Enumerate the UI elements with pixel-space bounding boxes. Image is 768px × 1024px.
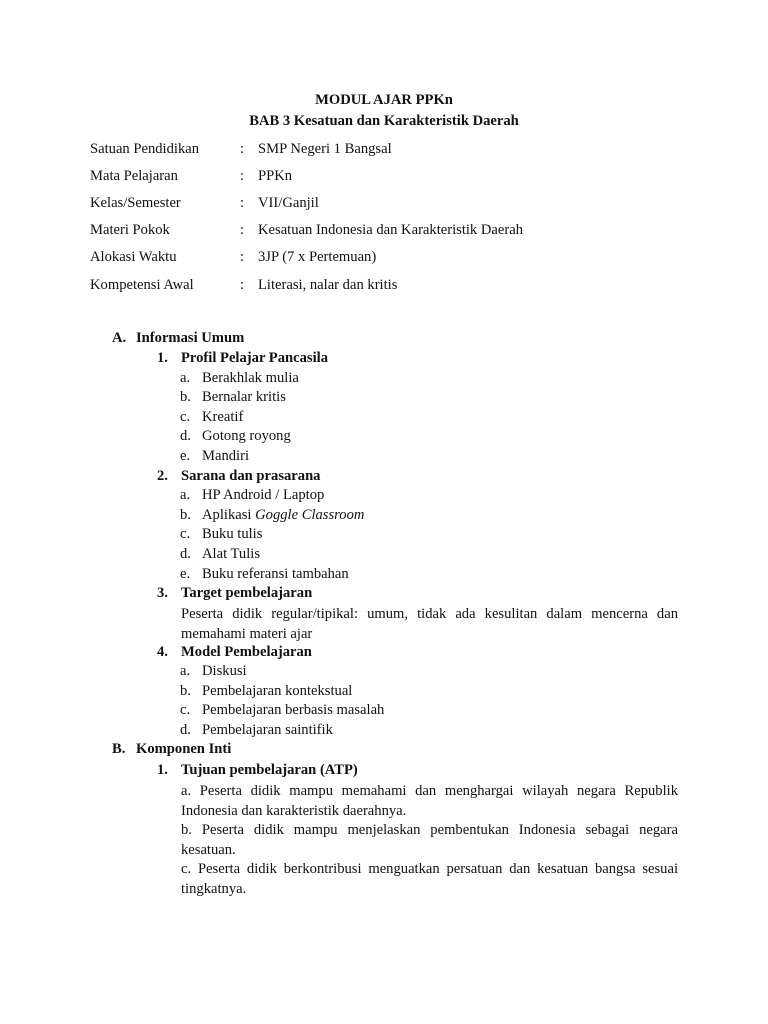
item-text: Bernalar kritis [202, 389, 286, 405]
item-marker: c. [180, 409, 191, 425]
item-text: Kreatif [202, 409, 244, 425]
list-item [180, 370, 299, 387]
subsection-title: Tujuan pembelajaran (ATP) [181, 762, 358, 778]
item-text: Gotong royong [202, 428, 291, 444]
subsection-title: Sarana dan prasarana [181, 468, 321, 484]
identity-label: Mata Pelajaran [90, 168, 178, 184]
item-marker: d. [180, 428, 191, 444]
list-item [180, 448, 249, 465]
identity-label: Kelas/Semester [90, 195, 181, 211]
paragraph-line: Peserta didik regular/tipikal: umum, tidak ada kesulitan dalam mencerna dan [181, 606, 678, 622]
item-marker: b. [180, 389, 191, 405]
subsection-marker: 4. [157, 644, 168, 660]
identity-colon: : [240, 222, 245, 238]
subsection-marker: 1. [157, 350, 168, 366]
subsection-profil-pelajar-pancasila [157, 350, 328, 367]
item-marker: c. [180, 702, 191, 718]
identity-label: Satuan Pendidikan [90, 141, 200, 157]
list-item [180, 663, 247, 680]
list-item [180, 507, 364, 524]
paragraph-line: b. Peserta didik mampu menjelaskan pembentukan Indonesia sebagai negara [181, 822, 678, 838]
section-a-heading [112, 330, 244, 347]
subsection-marker: 1. [157, 762, 168, 778]
section-marker: A. [112, 330, 127, 346]
identity-label: Alokasi Waktu [90, 249, 177, 265]
paragraph-line: Indonesia dan karakteristik daerahnya. [181, 803, 407, 819]
list-item [180, 409, 243, 426]
item-marker: b. [180, 507, 191, 523]
paragraph-line: kesatuan. [181, 842, 236, 858]
subsection-model-pembelajaran [157, 644, 312, 661]
list-item [180, 546, 260, 563]
list-item [180, 487, 324, 504]
item-marker: b. [180, 683, 191, 699]
item-marker: a. [180, 370, 191, 386]
item-marker: d. [180, 546, 191, 562]
list-item [180, 722, 333, 739]
identity-colon: : [240, 249, 245, 265]
item-text: HP Android / Laptop [202, 487, 325, 503]
document-title: MODUL AJAR PPKn [315, 92, 453, 108]
identity-colon: : [240, 277, 245, 293]
item-marker: c. [180, 526, 191, 542]
list-item [180, 566, 349, 583]
item-text: Berakhlak mulia [202, 370, 299, 386]
paragraph-tujuan-c [181, 859, 678, 919]
identity-colon: : [240, 195, 245, 211]
identity-colon: : [240, 168, 245, 184]
subsection-title: Target pembelajaran [181, 585, 313, 601]
list-item [180, 389, 286, 406]
subsection-tujuan-pembelajaran [157, 762, 358, 779]
identity-value: Kesatuan Indonesia dan Karakteristik Daerah [258, 222, 524, 238]
item-text: Pembelajaran saintifik [202, 722, 333, 738]
identity-value: SMP Negeri 1 Bangsal [258, 141, 392, 157]
paragraph-line: memahami materi ajar [181, 626, 313, 642]
list-item [180, 702, 384, 719]
section-title: Komponen Inti [136, 741, 232, 757]
paragraph-line: a. Peserta didik mampu memahami dan menghargai wilayah negara Republik [181, 783, 678, 799]
identity-value: Literasi, nalar dan kritis [258, 277, 398, 293]
paragraph-line: tingkatnya. [181, 881, 247, 897]
section-marker: B. [112, 741, 126, 757]
identity-label: Materi Pokok [90, 222, 170, 238]
item-text: Buku tulis [202, 526, 263, 542]
item-text: Pembelajaran kontekstual [202, 683, 353, 699]
subsection-marker: 3. [157, 585, 168, 601]
item-text: Buku referansi tambahan [202, 566, 349, 582]
list-item [180, 683, 352, 700]
section-b-heading [112, 741, 231, 758]
identity-value: VII/Ganjil [258, 195, 319, 211]
item-marker: e. [180, 566, 191, 582]
item-text: Pembelajaran berbasis masalah [202, 702, 385, 718]
item-marker: a. [180, 663, 191, 679]
paragraph-line: c. Peserta didik berkontribusi menguatkan persatuan dan kesatuan bangsa sesuai [181, 861, 678, 877]
item-marker: e. [180, 448, 191, 464]
subsection-sarana-prasarana [157, 468, 320, 485]
identity-value: PPKn [258, 168, 293, 184]
item-text: Aplikasi [202, 507, 256, 523]
subsection-target-pembelajaran [157, 585, 312, 602]
subsection-marker: 2. [157, 468, 168, 484]
item-italic-text: Goggle Classroom [255, 507, 365, 523]
list-item [180, 526, 262, 543]
section-title: Informasi Umum [136, 330, 245, 346]
subsection-title: Profil Pelajar Pancasila [181, 350, 328, 366]
identity-value: 3JP (7 x Pertemuan) [258, 249, 377, 265]
identity-colon: : [240, 141, 245, 157]
item-marker: d. [180, 722, 191, 738]
item-text: Alat Tulis [202, 546, 260, 562]
document-subtitle: BAB 3 Kesatuan dan Karakteristik Daerah [249, 113, 519, 129]
subsection-title: Model Pembelajaran [181, 644, 312, 660]
item-marker: a. [180, 487, 191, 503]
item-text: Mandiri [202, 448, 250, 464]
list-item [180, 428, 291, 445]
item-text: Diskusi [202, 663, 247, 679]
identity-label: Kompetensi Awal [90, 277, 194, 293]
